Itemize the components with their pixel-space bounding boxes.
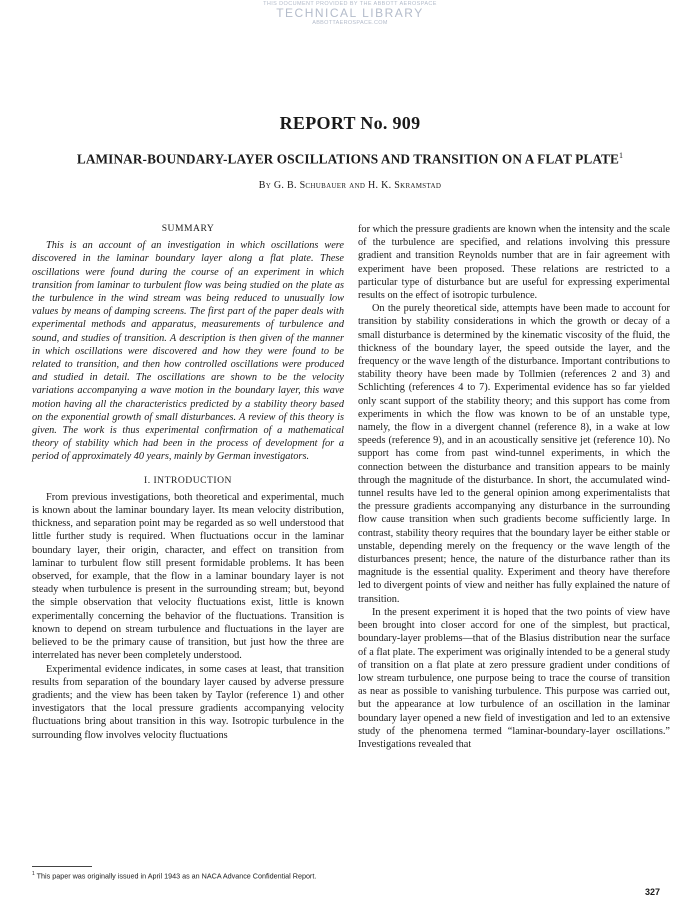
- left-column: [32, 222, 344, 742]
- right-paragraph-3: In the present experiment it is hoped that the two points of view have been brought into closer accord for one of the simplest, but practical, boundary-layer problems—that of the Blasius distribution near the surface of a flat plate. The experiment was originally intended to be a general study of transition on a flat plate at zero pressure gradient under conditions of low stream turbulence, one purpose being to trace the course of transition as near as possible to vanishing turbulence. This purpose was carried out, but the appearance at low turbulence of an oscillation in the laminar boundary layer opened a new field of investigation and led to an extensive study of the phenomena termed “laminar-boundary-layer oscillations.” Investigations revealed that: [358, 606, 670, 750]
- introduction-paragraph-1: From previous investigations, both theoretical and experimental, much is known about the laminar boundary layer. Its mean velocity distribution, thickness, and separation point may be regarded as so well understood that little further study is required. When fluctuations occur in the laminar boundary layer, their origin, character, and effect on transition from laminar to turbulent flow still present formidable problems. It has been observed, for example, that the flow in a laminar boundary layer is not steady when turbulence is present in the surrounding stream; but, beyond the simple observation that velocity fluctuations exist, little is known experimentally concerning the behavior of the fluctuations. Transition is known to depend on stream turbulence and fluctuations in the layer are believed to be the primary cause of transition, but just how the three are interrelated has never been completely understood.: [32, 491, 344, 662]
- right-column: [358, 223, 670, 751]
- right-paragraph-2: On the purely theoretical side, attempts have been made to account for transition by stability considerations in which the growth or decay of a small disturbance is determined by the kinematic viscosity of the fluid, the thickness of the boundary layer, the speed outside the layer, and the frequency or the wave length of the disturbance. Important contributions to stability theory have been made by Tollmien (references 2 and 3) and Schlichting (references 4 to 7). Experimental evidence has so far yielded only scant support of the stability theory; and this support has come from experiments in which the flow was known to be of an unstable type, namely, the flow in a divergent channel (reference 8), in a wake at low speeds (reference 9), and in an acoustically sensitive jet (reference 10). No support has come from past wind-tunnel experiments, in which the connection between the disturbance and transition appears to be mainly through the magnitude of the disturbance. In short, the accumulated wind-tunnel results have led to the general opinion among experimentalists that the pressure gradients accompanying any disturbance in the surrounding flow cause transition when such gradients become sufficiently large. In contrast, stability theory requires that the boundary layer be either stable or unstable, depending merely on the frequency or the wave length of the disturbances present; hence, the nature of the disturbance rather than its magnitude is the essential quality. Experiment and theory have therefore led to divergent points of view and neither has fully explained the nature of transition.: [358, 303, 670, 605]
- watermark-url: ABBOTTAEROSPACE.COM: [312, 20, 388, 26]
- title-footnote-mark: 1: [619, 151, 624, 160]
- introduction-heading: I. INTRODUCTION: [144, 474, 232, 486]
- footnote-mark: 1: [32, 871, 35, 877]
- paper-title-text: LAMINAR-BOUNDARY-LAYER OSCILLATIONS AND TRANSITION ON A FLAT PLATE: [76, 151, 620, 167]
- right-paragraph-1: for which the pressure gradients are known when the intensity and the scale of the turbulence are specified, and relations involving this pressure gradient and transition Reynolds number that are in fair agreement with experiment have been proposed. These relations are restricted to a particular type of disturbance but are useful for expressing experimental results on the effect of isotropic turbulence.: [358, 224, 670, 302]
- summary-section: [32, 222, 344, 464]
- introduction-paragraph-2: Experimental evidence indicates, in some cases at least, that transition results from separation of the boundary layer caused by adverse pressure gradients; and the view has been taken by Taylor (reference 1) and other investigators that the local pressure gradients accompanying velocity fluctuations bring about transition in this way. Isotropic turbulence in the surrounding flow involves velocity fluctuations: [32, 663, 344, 741]
- paper-title: [0, 151, 700, 167]
- summary-paragraph: This is an account of an investigation in which oscillations were discovered in the laminar boundary layer along a flat plate. These oscillations were found during the course of an experiment in which transition from laminar to turbulent flow was being studied on the plate as the turbulence in the wind stream was being reduced to unusually low values by means of damping screens. The first part of the paper deals with experimental methods and apparatus, measurements of turbulence and sound, and studies of transition. A description is then given of the manner in which oscillations were discovered and how they were found to be related to transition, and then how controlled oscillations were produced and studied in detail. The oscillations are shown to be the velocity variations accompanying a wave motion in the boundary layer, this wave motion having all the characteristics predicted by a stability theory based on the exponential growth of small disturbances. A review of this theory is given. The work is thus experimental confirmation of a mathematical theory of stability which had been in the process of development for a period of approximately 40 years, mainly by German investigators.: [32, 240, 344, 463]
- page-number: 327: [644, 887, 660, 897]
- watermark-title: TECHNICAL LIBRARY: [276, 6, 424, 20]
- report-number: REPORT No. 909: [279, 113, 421, 133]
- introduction-section: [32, 474, 344, 742]
- summary-heading: SUMMARY: [161, 223, 215, 234]
- footnote-text: This paper was originally issued in April 1943 as an NACA Advance Confidential Report.: [36, 871, 317, 881]
- watermark-top-line: THIS DOCUMENT PROVIDED BY THE ABBOTT AEROSPACE: [263, 1, 437, 7]
- library-watermark: [0, 1, 700, 26]
- footnote: [32, 870, 352, 880]
- footnote-divider: [32, 866, 92, 867]
- author-line: By G. B. Schubauer and H. K. Skramstad: [258, 180, 442, 191]
